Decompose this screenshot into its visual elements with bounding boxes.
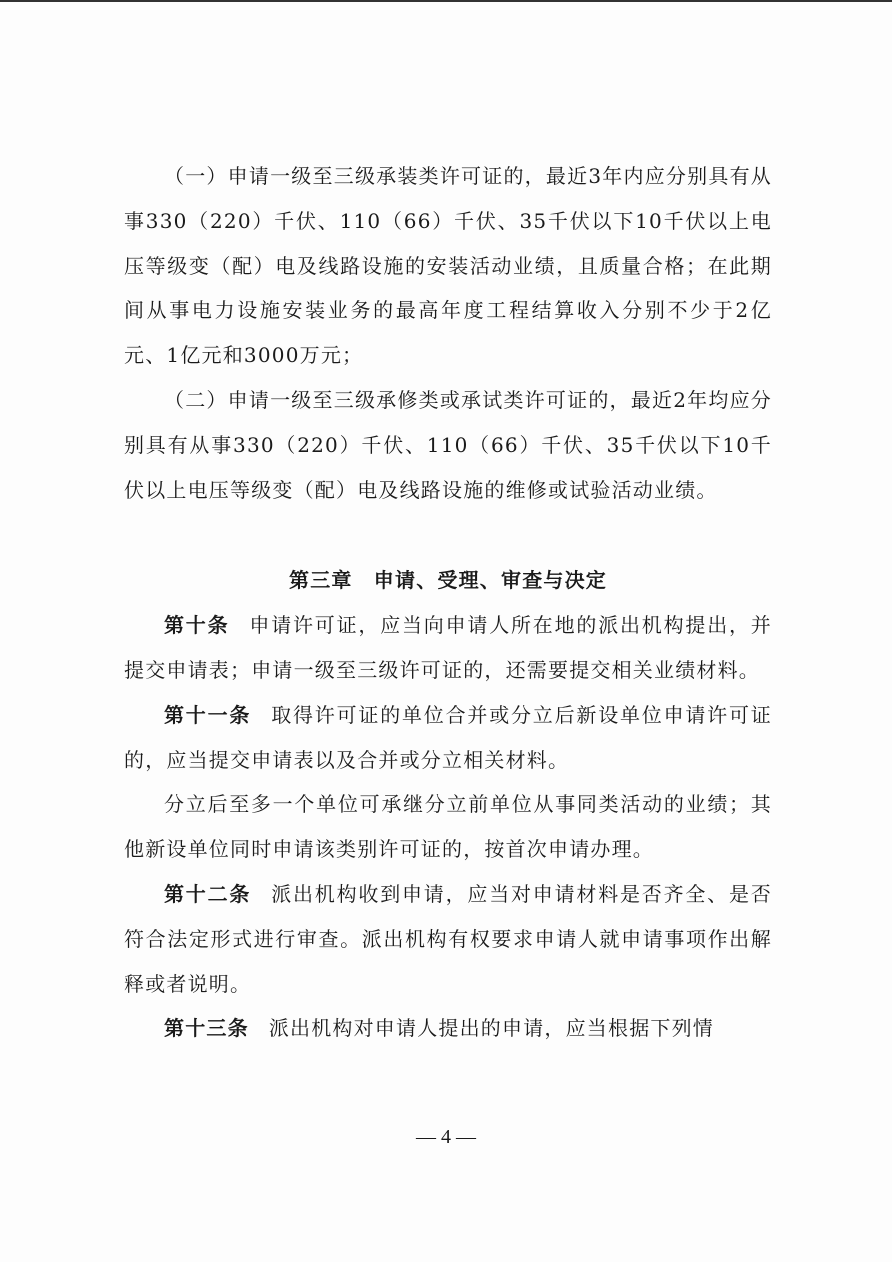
paragraph-item-1: （一）申请一级至三级承装类许可证的，最近3年内应分别具有从事330（220）千伏、110（66）千伏、35千伏以下10千伏以上电压等级变（配）电及线路设施的安装活动业绩，且质量合格；在此期间从事电力设施安装业务的最高年度工程结算收入分别不少于2亿元、1亿元和3000万元； <box>124 164 772 368</box>
article-11 <box>124 693 772 783</box>
article-text: 派出机构收到申请，应当对申请材料是否齐全、是否符合法定形式进行审查。派出机构有权要求申请人就申请事项作出解释或者说明。 <box>124 881 772 996</box>
article-number: 第十条 <box>164 613 230 638</box>
paragraph-item-2: （二）申请一级至三级承修类或承试类许可证的，最近2年均应分别具有从事330（220）千伏、110（66）千伏、35千伏以下10千伏以上电压等级变（配）电及线路设施的维修或试验活动业绩。 <box>124 387 772 502</box>
spacer <box>124 512 772 558</box>
article-text: 派出机构对申请人提出的申请，应当根据下列情 <box>268 1016 715 1041</box>
article-10 <box>124 603 772 693</box>
article-11-continuation: 分立后至多一个单位可承继分立前单位从事同类活动的业绩；其他新设单位同时申请该类别许可证的，按首次申请办理。 <box>124 792 772 862</box>
article-number: 第十一条 <box>164 702 252 727</box>
page-number: — 4 — <box>416 1126 476 1148</box>
article-13 <box>124 1006 772 1051</box>
article-12 <box>124 872 772 1006</box>
article-text: 申请许可证，应当向申请人所在地的派出机构提出，并提交申请表；申请一级至三级许可证的，还需要提交相关业绩材料。 <box>124 613 772 682</box>
chapter-heading: 第三章 申请、受理、审查与决定 <box>289 568 607 593</box>
article-number: 第十三条 <box>164 1016 249 1041</box>
document-body <box>124 154 772 1051</box>
article-number: 第十二条 <box>164 881 252 906</box>
article-text: 取得许可证的单位合并或分立后新设单位申请许可证的，应当提交申请表以及合并或分立相关材料。 <box>124 702 772 772</box>
